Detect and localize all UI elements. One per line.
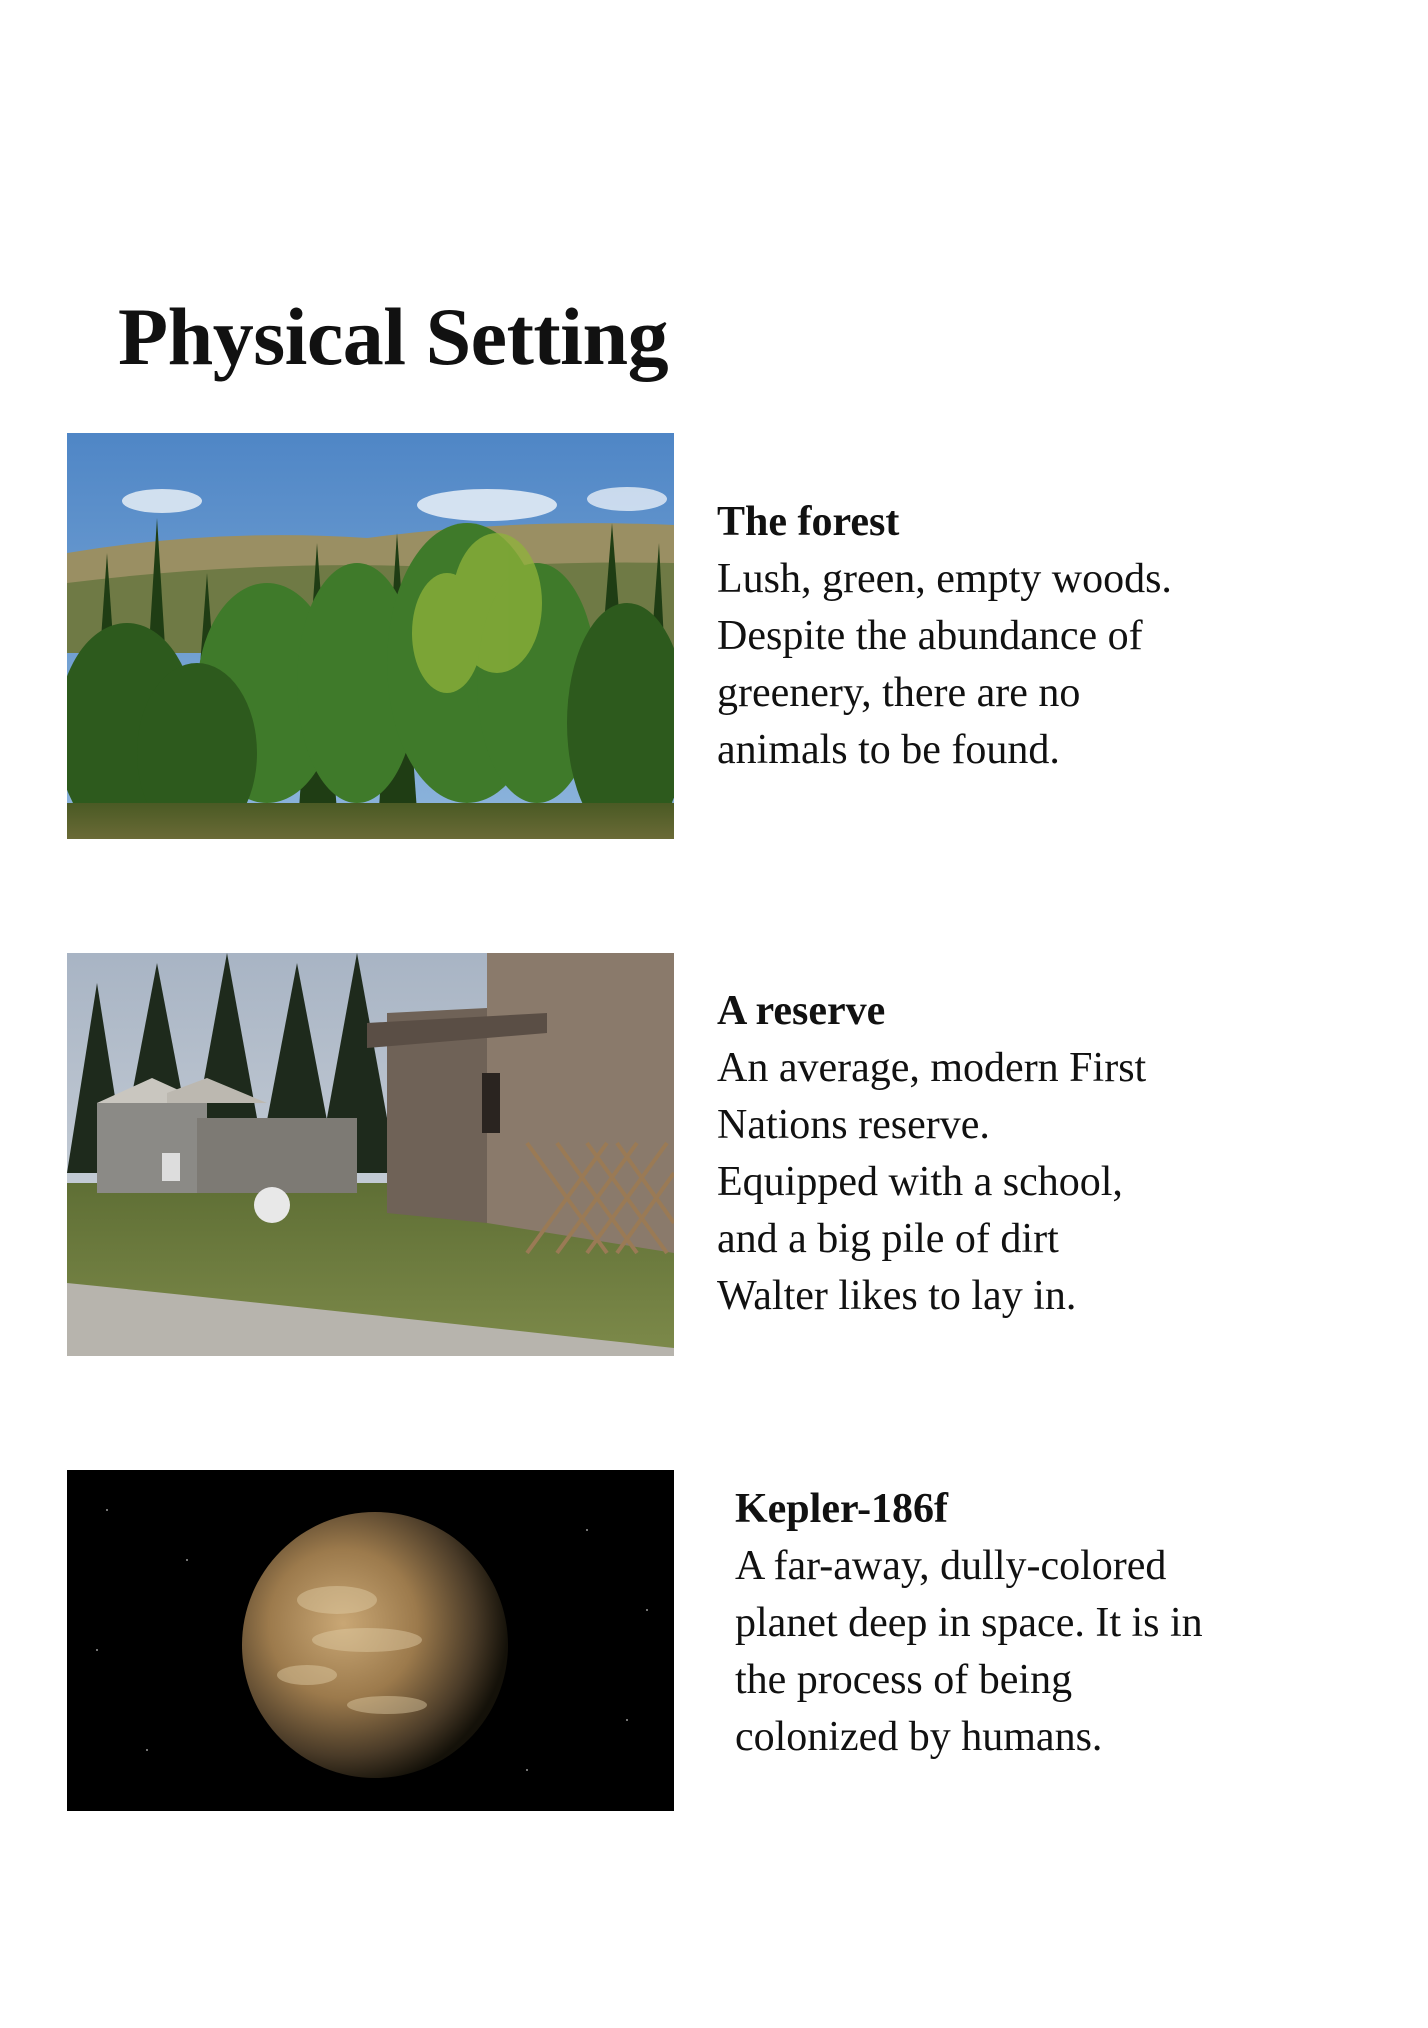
forest-photo bbox=[67, 433, 674, 839]
caption-line: Walter likes to lay in. bbox=[717, 1273, 1077, 1319]
reserve-photo bbox=[67, 953, 674, 1356]
caption-line: Nations reserve. bbox=[717, 1102, 990, 1148]
caption-line: An average, modern First bbox=[717, 1045, 1147, 1091]
caption-line: and a big pile of dirt bbox=[717, 1216, 1059, 1262]
planet-photo bbox=[67, 1470, 674, 1811]
caption-planet bbox=[735, 1481, 1203, 1766]
caption-line: animals to be found. bbox=[717, 727, 1060, 773]
caption-line: colonized by humans. bbox=[735, 1714, 1103, 1760]
caption-line: the process of being bbox=[735, 1657, 1073, 1703]
caption-line: Despite the abundance of bbox=[717, 613, 1143, 659]
caption-title: Kepler-186f bbox=[735, 1486, 949, 1532]
caption-line: greenery, there are no bbox=[717, 670, 1081, 716]
caption-title: The forest bbox=[717, 499, 900, 545]
page-title: Physical Setting bbox=[118, 291, 669, 382]
caption-line: Equipped with a school, bbox=[717, 1159, 1123, 1205]
caption-title: A reserve bbox=[717, 988, 886, 1034]
caption-line: A far-away, dully-colored bbox=[735, 1543, 1167, 1589]
caption-line: Lush, green, empty woods. bbox=[717, 556, 1172, 602]
caption-line: planet deep in space. It is in bbox=[735, 1600, 1203, 1646]
caption-reserve bbox=[717, 983, 1146, 1325]
caption-forest bbox=[717, 494, 1172, 779]
